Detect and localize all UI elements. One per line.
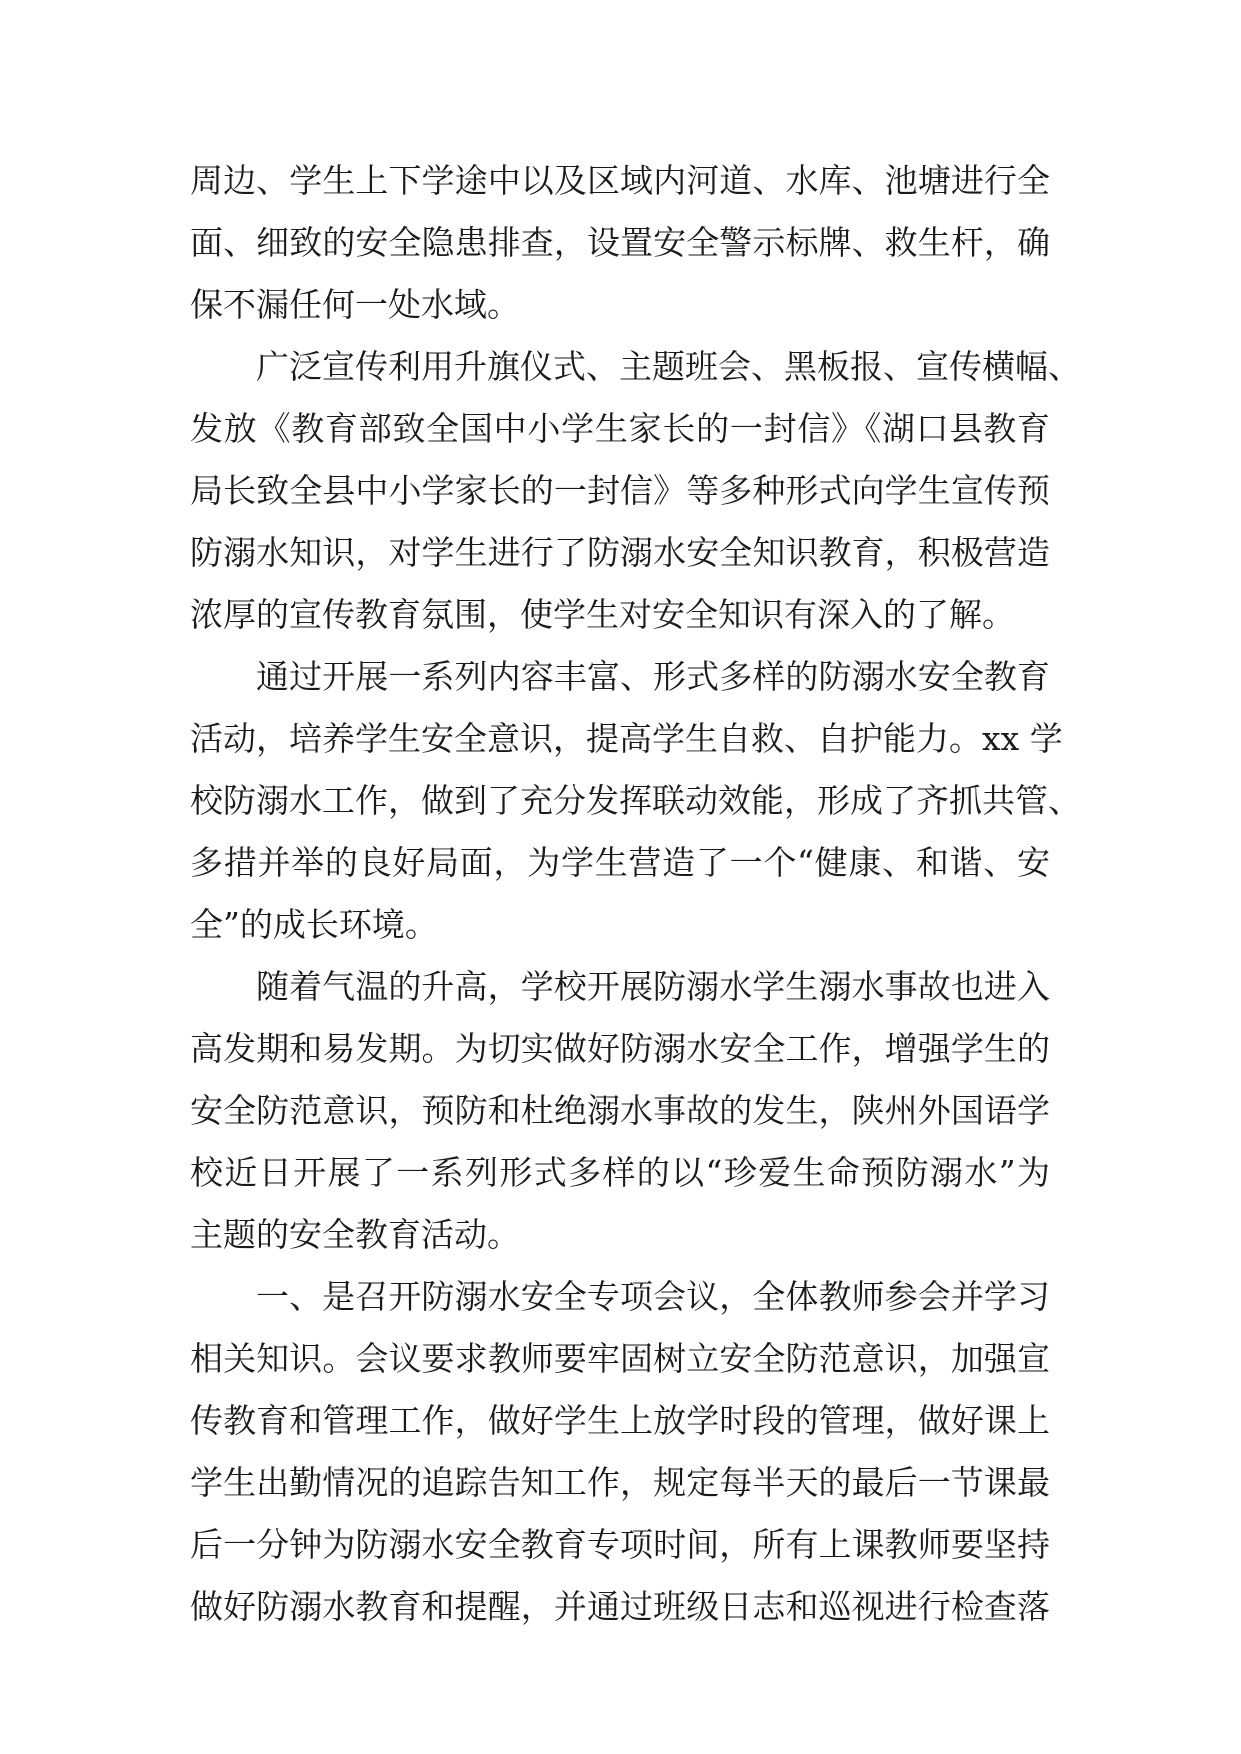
text-line: 活动，培养学生安全意识，提高学生自救、自护能力。xx 学 [190, 719, 1063, 758]
text-line: 一、是召开防溺水安全专项会议，全体教师参会并学习 [256, 1277, 1050, 1316]
text-line: 做好防溺水教育和提醒，并通过班级日志和巡视进行检查落 [190, 1587, 1050, 1626]
paragraph [190, 150, 1050, 336]
text-line: 局长致全县中小学家长的一封信》等多种形式向学生宣传预 [190, 471, 1050, 510]
text-line: 防溺水知识，对学生进行了防溺水安全知识教育，积极营造 [190, 533, 1050, 572]
text-line: 主题的安全教育活动。 [190, 1215, 520, 1254]
text-line: 校防溺水工作，做到了充分发挥联动效能，形成了齐抓共管、 [190, 781, 1081, 820]
text-line: 周边、学生上下学途中以及区域内河道、水库、池塘进行全 [190, 161, 1050, 200]
paragraph [190, 646, 1081, 956]
text-line: 面、细致的安全隐患排查，设置安全警示标牌、救生杆，确 [190, 223, 1050, 262]
text-line: 多措并举的良好局面，为学生营造了一个“健康、和谐、安 [190, 843, 1050, 882]
text-line: 高发期和易发期。为切实做好防溺水安全工作，增强学生的 [190, 1029, 1050, 1068]
text-line: 安全防范意识，预防和杜绝溺水事故的发生，陕州外国语学 [190, 1091, 1050, 1130]
text-line: 传教育和管理工作，做好学生上放学时段的管理，做好课上 [190, 1401, 1050, 1440]
text-line: 全”的成长环境。 [190, 905, 438, 944]
text-line: 保不漏任何一处水域。 [190, 285, 520, 324]
text-line: 随着气温的升高，学校开展防溺水学生溺水事故也进入 [256, 967, 1050, 1006]
text-line: 后一分钟为防溺水安全教育专项时间，所有上课教师要坚持 [190, 1525, 1050, 1564]
paragraph [190, 336, 1081, 646]
text-line: 校近日开展了一系列形式多样的以“珍爱生命预防溺水”为 [190, 1153, 1050, 1192]
body-text [190, 150, 1081, 1638]
paragraph [190, 956, 1050, 1266]
text-line: 发放《教育部致全国中小学生家长的一封信》《湖口县教育 [190, 409, 1050, 448]
paragraph [190, 1266, 1050, 1638]
text-line: 广泛宣传利用升旗仪式、主题班会、黑板报、宣传横幅、 [256, 347, 1081, 386]
text-line: 相关知识。会议要求教师要牢固树立安全防范意识，加强宣 [190, 1339, 1050, 1378]
text-line: 学生出勤情况的追踪告知工作，规定每半天的最后一节课最 [190, 1463, 1050, 1502]
text-line: 浓厚的宣传教育氛围，使学生对安全知识有深入的了解。 [190, 595, 1015, 634]
text-line: 通过开展一系列内容丰富、形式多样的防溺水安全教育 [256, 657, 1050, 696]
